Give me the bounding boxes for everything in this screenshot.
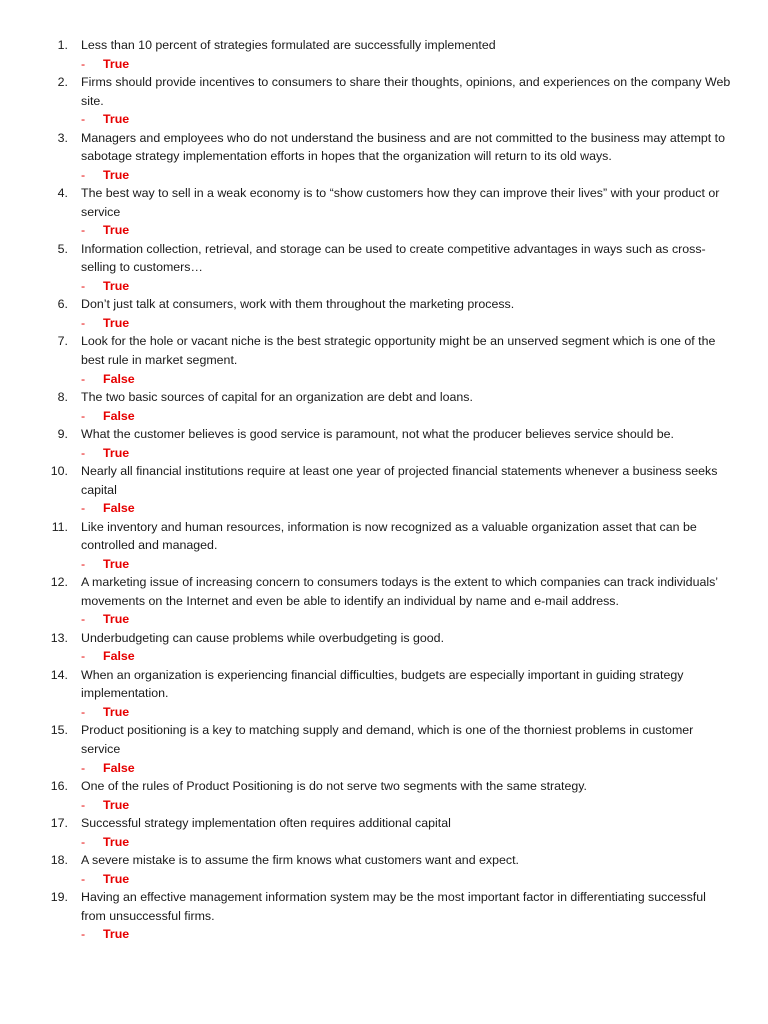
question-item [52, 129, 732, 185]
question-text: What the customer believes is good service is paramount, not what the producer believes service should be. [81, 426, 674, 441]
answer-row [81, 759, 732, 777]
question-item [52, 332, 732, 388]
answer-dash: - [81, 834, 86, 849]
answer-row [81, 314, 732, 332]
answer-dash: - [81, 278, 86, 293]
question-text: A marketing issue of increasing concern to consumers todays is the extent to which companies can track individuals’ movements on the Internet and even be able to identify an individual by name and e-mail address. [81, 575, 718, 608]
question-number: 18. [50, 852, 68, 867]
question-number: 1. [57, 38, 68, 52]
question-item [52, 462, 732, 518]
question-item [52, 851, 732, 888]
question-number: 3. [57, 130, 68, 145]
question-text: Nearly all financial institutions require at least one year of projected financial statements whenever a business seeks capital [81, 463, 718, 497]
answer-text: True [103, 704, 130, 719]
answer-row [81, 499, 732, 517]
question-item [52, 425, 732, 462]
answer-row [81, 647, 732, 665]
question-number: 17. [50, 815, 68, 830]
answer-row [81, 610, 732, 628]
question-text: The two basic sources of capital for an organization are debt and loans. [81, 389, 473, 404]
question-number: 16. [50, 778, 68, 793]
question-item [52, 814, 732, 851]
answer-dash: - [81, 797, 86, 812]
question-number: 9. [57, 426, 68, 441]
answer-row [81, 407, 732, 425]
question-item [52, 388, 732, 425]
answer-dash: - [81, 704, 86, 719]
question-item [52, 777, 732, 814]
answer-dash: - [81, 612, 86, 627]
answer-row [81, 833, 732, 851]
answer-text: True [103, 556, 130, 571]
answer-text: False [103, 501, 135, 516]
answer-row [81, 166, 732, 184]
answer-text: True [103, 797, 130, 812]
answer-dash: - [81, 56, 86, 71]
question-number: 10. [50, 463, 68, 478]
answer-row [81, 555, 732, 573]
answer-row [81, 796, 732, 814]
question-number: 7. [57, 334, 68, 349]
answer-text: True [103, 834, 130, 849]
answer-dash: - [81, 408, 86, 423]
question-item [52, 184, 732, 240]
answer-text: True [103, 315, 130, 330]
question-text: When an organization is experiencing financial difficulties, budgets are especially important in guiding strategy implementation. [81, 667, 684, 701]
question-item [52, 240, 732, 296]
question-text: Product positioning is a key to matching supply and demand, which is one of the thorniest problems in customer service [81, 723, 694, 756]
answer-text: True [103, 223, 130, 238]
answer-dash: - [81, 649, 86, 664]
question-text: A severe mistake is to assume the firm knows what customers want and expect. [81, 852, 519, 867]
question-number: 14. [50, 667, 68, 682]
answer-row [81, 370, 732, 388]
answer-text: True [103, 112, 130, 127]
answer-text: True [103, 167, 130, 182]
question-text: Less than 10 percent of strategies formulated are successfully implemented [81, 38, 496, 52]
answer-text: True [103, 56, 130, 71]
question-item [52, 73, 732, 129]
answer-row [81, 277, 732, 295]
answer-text: False [103, 760, 135, 775]
question-list [52, 36, 732, 944]
question-text: Information collection, retrieval, and storage can be used to create competitive advantages in ways such as cross-selling to customers… [81, 241, 706, 275]
question-number: 2. [57, 75, 68, 89]
answer-row [81, 870, 732, 888]
question-text: Look for the hole or vacant niche is the best strategic opportunity might be an unserved segment which is one of the best rule in market segment. [81, 334, 716, 367]
question-text: Don’t just talk at consumers, work with them throughout the marketing process. [81, 297, 515, 312]
question-text: Firms should provide incentives to consumers to share their thoughts, opinions, and experiences on the company Web site. [81, 75, 731, 108]
answer-text: False [103, 371, 135, 386]
answer-dash: - [81, 871, 86, 886]
question-number: 4. [57, 186, 68, 201]
answer-row [81, 444, 732, 462]
question-item [52, 573, 732, 629]
answer-row [81, 110, 732, 128]
question-item [52, 666, 732, 722]
answer-row [81, 221, 732, 239]
question-text: Underbudgeting can cause problems while overbudgeting is good. [81, 630, 445, 645]
answer-text: False [103, 649, 135, 664]
question-text: Managers and employees who do not understand the business and are not committed to the business may attempt to sabotage strategy implementation efforts in hopes that the organization will return to its old ways. [81, 130, 726, 164]
answer-text: True [103, 927, 130, 942]
question-number: 13. [50, 630, 68, 645]
question-item [52, 721, 732, 777]
answer-dash: - [81, 112, 86, 127]
answer-dash: - [81, 223, 86, 238]
question-item [52, 36, 732, 73]
answer-text: True [103, 445, 130, 460]
question-number: 12. [50, 575, 68, 590]
question-number: 11. [51, 519, 68, 534]
answer-row [81, 55, 732, 73]
answer-text: True [103, 278, 130, 293]
answer-row [81, 925, 732, 943]
answer-text: True [103, 871, 130, 886]
question-text: The best way to sell in a weak economy is to “show customers how they can improve their lives” with your product or service [81, 186, 720, 219]
question-number: 6. [57, 297, 68, 312]
question-number: 5. [57, 241, 68, 256]
question-text: Successful strategy implementation often requires additional capital [81, 815, 451, 830]
answer-dash: - [81, 927, 86, 942]
question-text: One of the rules of Product Positioning is do not serve two segments with the same strategy. [81, 778, 587, 793]
question-text: Having an effective management information system may be the most important factor in differentiating successful from unsuccessful firms. [81, 889, 706, 923]
question-number: 19. [50, 889, 68, 904]
answer-dash: - [81, 445, 86, 460]
answer-dash: - [81, 501, 86, 516]
answer-text: False [103, 408, 135, 423]
question-number: 15. [50, 723, 68, 738]
question-item [52, 629, 732, 666]
answer-row [81, 703, 732, 721]
answer-dash: - [81, 167, 86, 182]
question-number: 8. [57, 389, 68, 404]
question-item [52, 888, 732, 944]
answer-dash: - [81, 556, 86, 571]
question-text: Like inventory and human resources, information is now recognized as a valuable organization asset that can be controlled and managed. [81, 519, 697, 553]
answer-dash: - [81, 760, 86, 775]
answer-dash: - [81, 371, 86, 386]
answer-text: True [103, 612, 130, 627]
question-item [52, 295, 732, 332]
question-item [52, 518, 732, 574]
answer-dash: - [81, 315, 86, 330]
